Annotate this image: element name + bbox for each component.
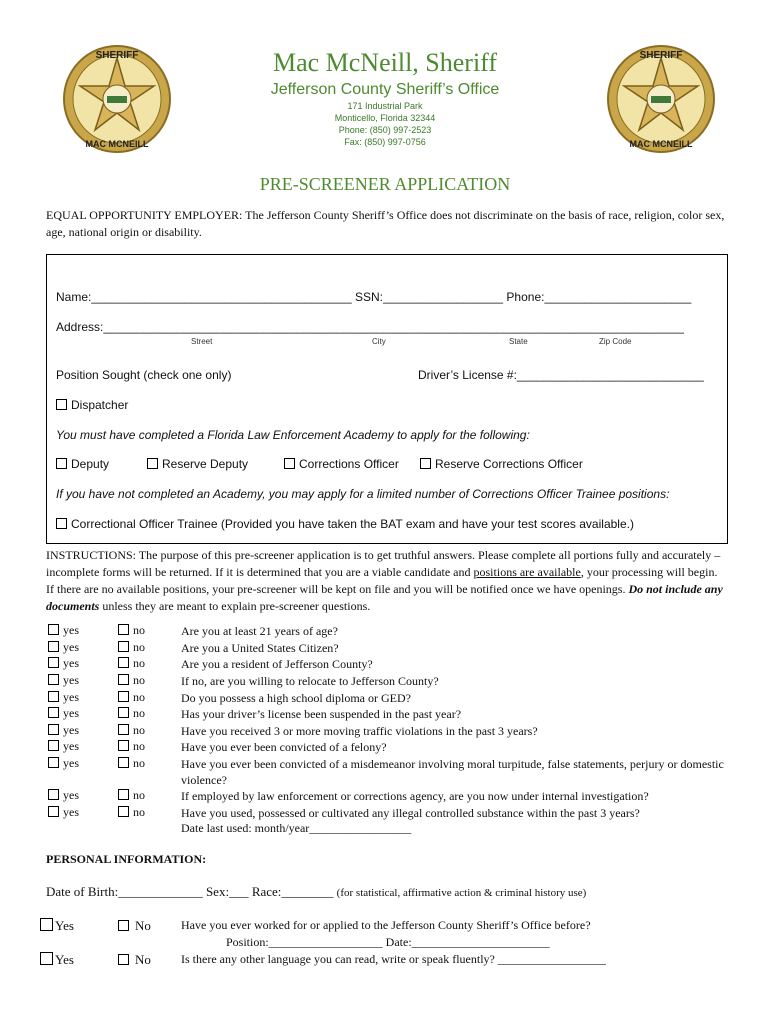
other-language-question[interactable]: Is there any other language you can read, write or speak fluently? __________________ [181, 952, 606, 966]
question-yes-option[interactable] [48, 739, 79, 754]
reserve-deputy-checkbox[interactable] [147, 458, 158, 469]
question-no-label: no [133, 656, 145, 670]
worked-before-yes[interactable] [40, 918, 74, 934]
personal-info-heading: PERSONAL INFORMATION: [46, 852, 207, 866]
trainee-checkbox[interactable] [56, 518, 67, 529]
document-title: PRE-SCREENER APPLICATION [259, 174, 511, 194]
sheriff-name-title: Mac McNeill, Sheriff [272, 48, 498, 77]
badge-bottom-text: MAC MCNEILL [85, 139, 149, 149]
question-no-label: no [133, 805, 145, 819]
language-yes-label: Yes [55, 952, 74, 967]
badge-bottom-text: MAC MCNEILL [629, 139, 693, 149]
question-no-label: no [133, 673, 145, 687]
question-no-label: no [133, 640, 145, 654]
worked-before-no-label: No [135, 918, 151, 933]
question-yes-option[interactable] [48, 640, 79, 655]
question-no-label: no [133, 690, 145, 704]
question-text: Are you a United States Citizen? [181, 641, 339, 655]
question-yes-option[interactable] [48, 673, 79, 688]
no-academy-note: If you have not completed an Academy, you may apply for a limited number of Corrections Officer Trainee positions: [56, 487, 670, 501]
language-yes[interactable] [40, 952, 74, 968]
state-label: State [509, 337, 528, 346]
date-last-used-field[interactable]: Date last used: month/year_________________ [181, 821, 412, 835]
language-no[interactable] [118, 952, 151, 968]
deputy-option[interactable] [56, 457, 109, 471]
instructions-text-3: unless they are meant to explain pre-screener questions. [99, 599, 371, 613]
question-yes-option[interactable] [48, 656, 79, 671]
position-date-fields[interactable]: Position:___________________ Date:_______________________ [226, 935, 550, 949]
instructions-text-1: INSTRUCTIONS: The purpose of this pre-screener application is to get truthful answers. Please complete all portions fully and accurately – incomplete forms will be returned. If it is determined that you are a viable candidate and [46, 548, 721, 579]
question-yes-label: yes [63, 805, 79, 819]
instructions-underlined: positions are available [473, 565, 581, 579]
question-text: Has your driver’s license been suspended in the past year? [181, 707, 462, 721]
reserve-corrections-label: Reserve Corrections Officer [435, 457, 583, 471]
dispatcher-option[interactable] [56, 398, 128, 412]
question-no-option[interactable] [118, 623, 145, 638]
question-yes-label: yes [63, 640, 79, 654]
question-yes-option[interactable] [48, 756, 79, 771]
phone-number: Phone: (850) 997-2523 [338, 125, 432, 135]
question-yes-option[interactable] [48, 623, 79, 638]
language-no-checkbox[interactable] [118, 954, 129, 965]
question-no-label: no [133, 739, 145, 753]
question-text: Are you at least 21 years of age? [181, 624, 338, 638]
dispatcher-label: Dispatcher [71, 398, 129, 412]
corrections-officer-label: Corrections Officer [299, 457, 399, 471]
question-no-label: no [133, 706, 145, 720]
question-yes-label: yes [63, 623, 79, 637]
trainee-label: Correctional Officer Trainee (Provided you have taken the BAT exam and have your test scores available.) [71, 517, 634, 531]
worked-before-question: Have you ever worked for or applied to the Jefferson County Sheriff’s Office before? [181, 918, 591, 932]
question-no-label: no [133, 788, 145, 802]
question-no-label: no [133, 623, 145, 637]
question-text: Have you used, possessed or cultivated any illegal controlled substance within the past 3 years? [181, 806, 640, 820]
question-yes-label: yes [63, 756, 79, 770]
question-no-checkbox[interactable] [118, 624, 129, 635]
fax-number: Fax: (850) 997-0756 [344, 137, 426, 147]
street-label: Street [191, 337, 213, 346]
language-no-label: No [135, 952, 151, 967]
question-no-checkbox[interactable] [118, 674, 129, 685]
name-ssn-phone-line[interactable]: Name:_______________________________________ SSN:__________________ Phone:______________________ [56, 290, 692, 304]
question-no-checkbox[interactable] [118, 657, 129, 668]
position-sought-label: Position Sought (check one only) [56, 368, 232, 382]
question-no-option[interactable] [118, 756, 145, 771]
academy-note: You must have completed a Florida Law Enforcement Academy to apply for the following: [56, 428, 530, 442]
question-yes-checkbox[interactable] [48, 707, 59, 718]
question-yes-label: yes [63, 706, 79, 720]
question-yes-checkbox[interactable] [48, 641, 59, 652]
equal-opportunity-statement: EQUAL OPPORTUNITY EMPLOYER: The Jefferson County Sheriff’s Office does not discriminate on the basis of race, religion, color sex, age, national origin or disability. [46, 208, 725, 239]
question-no-option[interactable] [118, 656, 145, 671]
dispatcher-checkbox[interactable] [56, 399, 67, 410]
question-no-option[interactable] [118, 640, 145, 655]
question-no-checkbox[interactable] [118, 757, 129, 768]
question-text: Have you ever been convicted of a misdemeanor involving moral turpitude, false statements, perjury or domestic violence? [181, 757, 724, 787]
question-yes-label: yes [63, 723, 79, 737]
question-yes-checkbox[interactable] [48, 674, 59, 685]
instructions-bold: Do not include any documents [46, 582, 723, 613]
question-no-option[interactable] [118, 690, 145, 705]
question-yes-checkbox[interactable] [48, 691, 59, 702]
worked-before-yes-label: Yes [55, 918, 74, 933]
question-text: If employed by law enforcement or corrections agency, are you now under internal investigation? [181, 789, 649, 803]
question-no-option[interactable] [118, 673, 145, 688]
question-no-option[interactable] [118, 723, 145, 738]
question-yes-label: yes [63, 788, 79, 802]
question-no-checkbox[interactable] [118, 724, 129, 735]
dob-sex-race-line[interactable] [46, 884, 586, 900]
question-yes-checkbox[interactable] [48, 624, 59, 635]
question-no-option[interactable] [118, 739, 145, 754]
question-no-checkbox[interactable] [118, 740, 129, 751]
question-no-option[interactable] [118, 706, 145, 721]
question-yes-label: yes [63, 656, 79, 670]
question-text: Do you possess a high school diploma or GED? [181, 691, 411, 705]
deputy-label: Deputy [71, 457, 110, 471]
question-yes-label: yes [63, 673, 79, 687]
question-yes-checkbox[interactable] [48, 724, 59, 735]
question-yes-checkbox[interactable] [48, 657, 59, 668]
badge-top-text: SHERIFF [95, 50, 139, 61]
question-no-checkbox[interactable] [118, 806, 129, 817]
badge-top-text: SHERIFF [639, 50, 683, 61]
reserve-corrections-checkbox[interactable] [420, 458, 431, 469]
address-line-1: 171 Industrial Park [347, 101, 423, 111]
office-name: Jefferson County Sheriff’s Office [270, 81, 500, 98]
zip-label: Zip Code [599, 337, 632, 346]
worked-before-yes-checkbox[interactable] [40, 918, 53, 931]
question-no-label: no [133, 723, 145, 737]
question-yes-option[interactable] [48, 788, 79, 803]
question-text: Are you a resident of Jefferson County? [181, 657, 373, 671]
question-no-label: no [133, 756, 145, 770]
question-no-checkbox[interactable] [118, 641, 129, 652]
corrections-officer-option[interactable] [284, 457, 399, 471]
question-no-option[interactable] [118, 788, 145, 803]
question-yes-checkbox[interactable] [48, 757, 59, 768]
drivers-license-field[interactable]: Driver’s License #:____________________________ [418, 368, 704, 382]
address-line[interactable]: Address:_______________________________________________________________________________________ [56, 320, 684, 334]
question-yes-label: yes [63, 739, 79, 753]
question-no-checkbox[interactable] [118, 789, 129, 800]
question-no-option[interactable] [118, 805, 145, 820]
question-yes-option[interactable] [48, 805, 79, 820]
question-yes-option[interactable] [48, 706, 79, 721]
question-text: Have you received 3 or more moving traffic violations in the past 3 years? [181, 724, 538, 738]
question-yes-checkbox[interactable] [48, 806, 59, 817]
language-yes-checkbox[interactable] [40, 952, 53, 965]
address-line-2: Monticello, Florida 32344 [334, 113, 436, 123]
instructions-paragraph [46, 547, 726, 615]
question-no-checkbox[interactable] [118, 691, 129, 702]
worked-before-no-checkbox[interactable] [118, 920, 129, 931]
question-yes-label: yes [63, 690, 79, 704]
question-text: Have you ever been convicted of a felony? [181, 740, 387, 754]
question-yes-option[interactable] [48, 723, 79, 738]
dob-note: (for statistical, affirmative action & criminal history use) [336, 887, 587, 899]
question-yes-checkbox[interactable] [48, 789, 59, 800]
instructions-text-2: , your processing will begin. If there are no available positions, your pre-screener will be kept on file and you will be notified once we have openings. [46, 565, 718, 596]
trainee-option[interactable] [56, 517, 634, 531]
worked-before-no[interactable] [118, 918, 151, 934]
question-yes-option[interactable] [48, 690, 79, 705]
question-text: If no, are you willing to relocate to Jefferson County? [181, 674, 439, 688]
question-no-checkbox[interactable] [118, 707, 129, 718]
corrections-officer-checkbox[interactable] [284, 458, 295, 469]
question-yes-checkbox[interactable] [48, 740, 59, 751]
reserve-corrections-option[interactable] [420, 457, 583, 471]
city-label: City [372, 337, 386, 346]
reserve-deputy-label: Reserve Deputy [162, 457, 249, 471]
dob-sex-race-fields[interactable]: Date of Birth:_____________ Sex:___ Race:________ [46, 884, 334, 899]
reserve-deputy-option[interactable] [147, 457, 248, 471]
deputy-checkbox[interactable] [56, 458, 67, 469]
